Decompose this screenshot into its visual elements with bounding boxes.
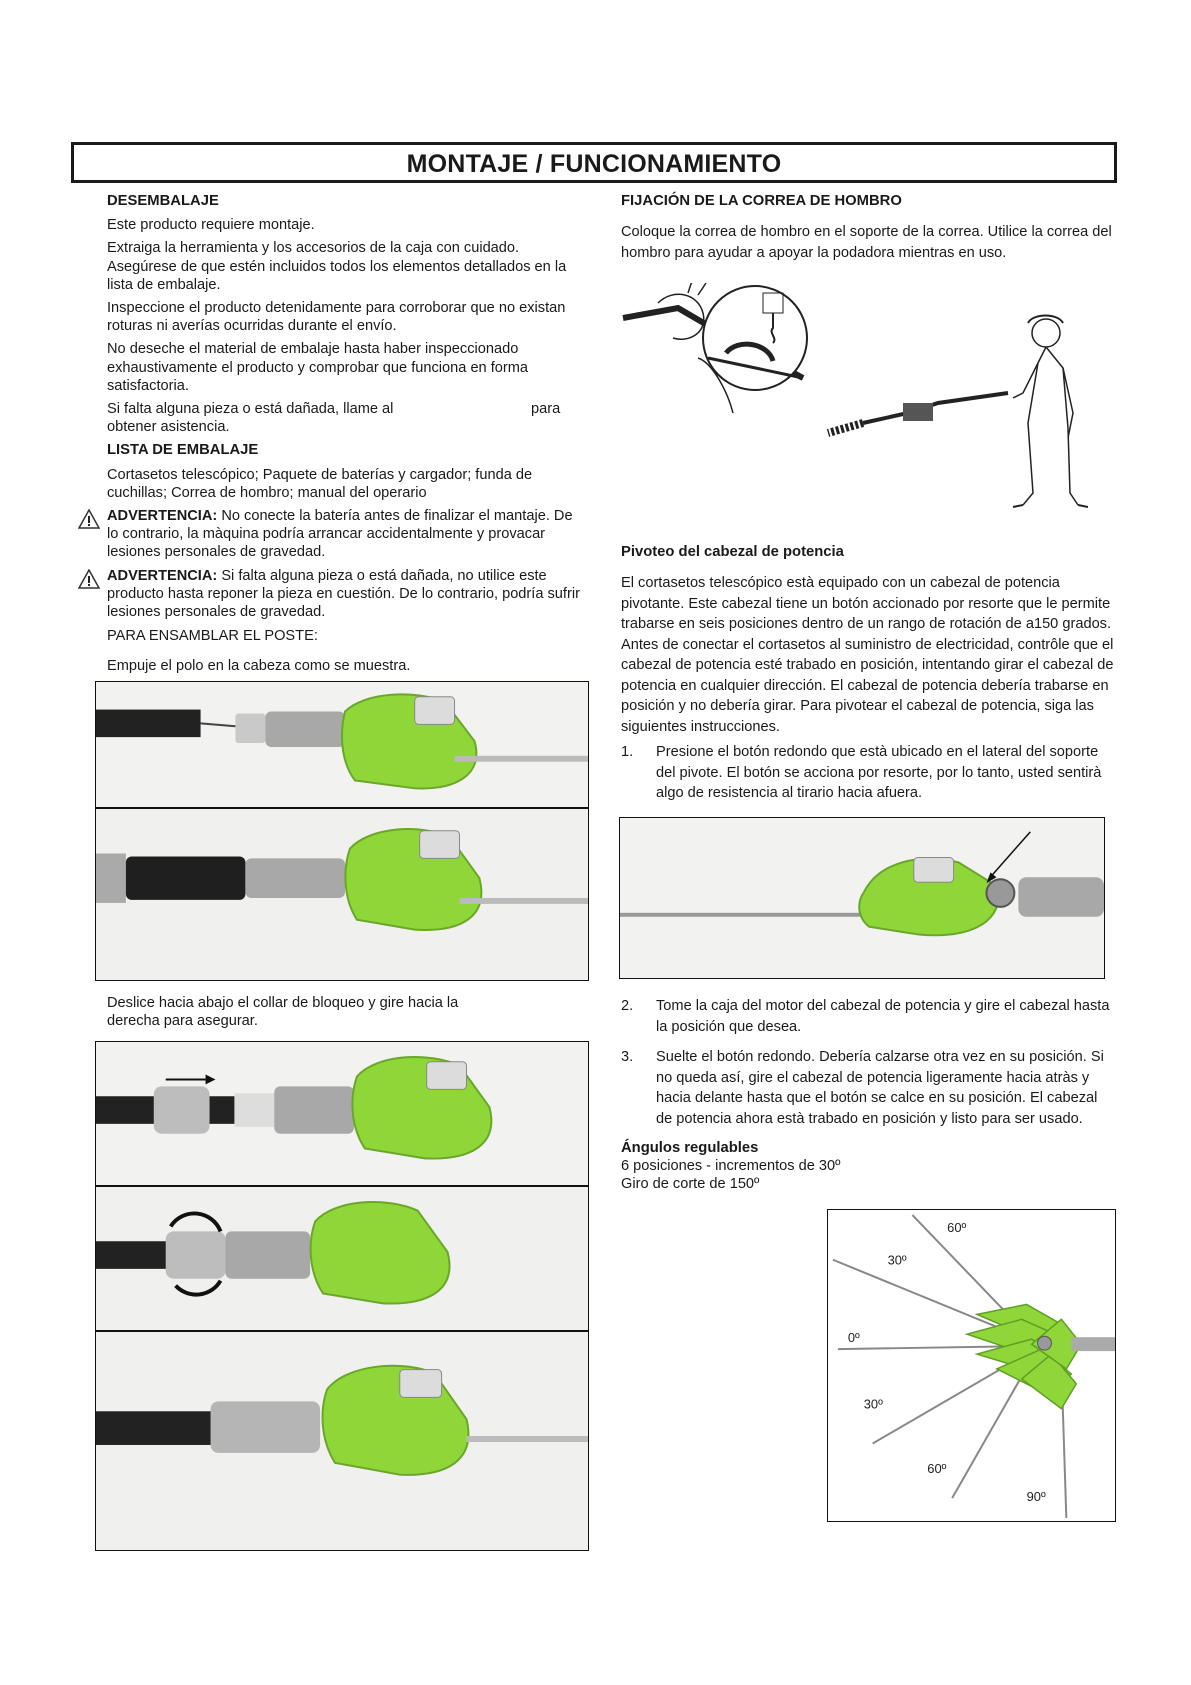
angles-heading: Ángulos regulables (621, 1140, 759, 1156)
step-text: Suelte el botón redondo. Debería calzarse otra vez en su posición. Si no queda así, gire el cabezal de potencia ligeramente hacia atràs y hacia delante hasta que el botón se calce en su posición. El cabezal de potencia ahora està trabado en posición y listo para ser usado. (656, 1049, 1104, 1127)
assemble-heading: PARA ENSAMBLAR EL POSTE: (107, 628, 318, 645)
support-text-cont: obtener asistencia. (107, 419, 230, 436)
strap-text: Coloque la correa de hombro en el soporte de la correa. Utilice la correa del hombro para ayudar a apoyar la podadora mientras en uso. (621, 224, 1112, 261)
unpacking-paragraph: Este producto requiere montaje. (107, 217, 315, 234)
photo-slide-collar (95, 1041, 589, 1186)
support-text-end: para (531, 401, 561, 418)
angles-line: 6 posiciones - incrementos de 30º (621, 1158, 841, 1175)
unpacking-paragraph: No deseche el material de embalaje hasta haber inspeccionado exhaustivamente el producto y comprobar que funciona en forma satisfactoria. (107, 341, 529, 394)
strap-illustration (618, 283, 1088, 513)
angle-label: 60º (947, 1219, 967, 1235)
step-text: Tome la caja del motor del cabezal de potencia y gire el cabezal hasta la posición que desea. (656, 998, 1110, 1035)
angle-label: 60º (927, 1461, 947, 1477)
right-column-steps (621, 996, 1117, 1194)
pivot-heading: Pivoteo del cabezal de potencia (621, 544, 844, 560)
photo-pivot-button (619, 817, 1105, 979)
warning-icon (78, 509, 100, 529)
warning-text: Si falta alguna pieza o está dañada, no utilice este producto hasta reponer la pieza en cuestión. De lo contrario, podría sufrir lesiones personales de gravedad. (107, 567, 580, 621)
right-column-pivot (621, 543, 1117, 810)
warning-block (107, 507, 585, 562)
angle-label: 30º (887, 1252, 907, 1268)
step-number: 1. (621, 744, 634, 761)
step-text: Presione el botón redondo que està ubicado en el lateral del soporte del pivote. El botón se acciona por resorte, por lo tanto, usted sentirà algo de resistencia al tirario hacia afuera. (656, 744, 1102, 802)
photo-rotate-collar (95, 1186, 589, 1331)
warning-icon (78, 569, 100, 589)
list-item (621, 1047, 1117, 1129)
packing-heading: LISTA DE EMBALAJE (107, 442, 259, 459)
collar-step-text (107, 994, 487, 1035)
unpacking-paragraph (107, 400, 585, 436)
warning-text: No conecte la batería antes de finalizar el mantaje. De lo contrario, la màquina podría arrancar accidentalmente y provacar lesiones personales de gravedad. (107, 508, 573, 561)
warning-label: ADVERTENCIA: (107, 508, 218, 525)
list-item (621, 996, 1117, 1037)
photo-pole-insert (95, 681, 589, 808)
strap-heading: FIJACIÓN DE LA CORREA DE HOMBRO (621, 193, 902, 209)
pivot-text: El cortasetos telescópico està equipado con un cabezal de potencia pivotante. Este cabezal tiene un botón accionado por resorte que le permite trabarse en seis posiciones dentro de un rango de rotación de a150 grados. Antes de conectar el cortasetos al suministro de electricidad, contrôle que el cabezal de potencia esté trabado en posición, intentando girar el cabezal de potencia en cualquier dirección. El cabezal de potencia debería trabarse en posición y no debería girar. Para pivotear el cabezal de potencia, siga las siguientes instrucciones. (621, 575, 1114, 735)
assemble-step: Empuje el polo en la cabeza como se muestra. (107, 658, 411, 675)
angles-line: Giro de corte de 150º (621, 1176, 760, 1193)
support-text: Si falta alguna pieza o está dañada, llame al (107, 401, 394, 418)
photo-pole-inserted (95, 808, 589, 981)
unpacking-paragraph: Extraiga la herramienta y los accesorios de la caja con cuidado. Asegúrese de que estén incluidos todos los elementos detallados en la lista de embalaje. (107, 240, 567, 293)
angles-diagram (827, 1209, 1116, 1522)
angle-label: 90º (1026, 1489, 1046, 1505)
warning-block (107, 567, 585, 622)
unpacking-paragraph: Inspeccione el producto detenidamente para corroborar que no existan roturas ni averías ocurridas durante el envío. (107, 300, 566, 335)
angle-label: 0º (847, 1330, 860, 1346)
unpacking-heading: DESEMBALAJE (107, 193, 219, 209)
right-column-top (621, 192, 1117, 268)
left-column (107, 192, 585, 681)
step-number: 2. (621, 998, 634, 1014)
packing-list: Cortasetos telescópico; Paquete de baterías y cargador; funda de cuchillas; Correa de hombro; manual del operario (107, 466, 533, 501)
collar-step: Deslice hacia abajo el collar de bloqueo y gire hacia la derecha para asegurar. (107, 995, 459, 1030)
photo-collar-locked (95, 1331, 589, 1551)
step-number: 3. (621, 1049, 634, 1065)
list-item (621, 742, 1117, 804)
page-title: MONTAJE / FUNCIONAMIENTO (71, 142, 1117, 183)
warning-label: ADVERTENCIA: (107, 567, 218, 584)
angle-label: 30º (863, 1396, 883, 1412)
